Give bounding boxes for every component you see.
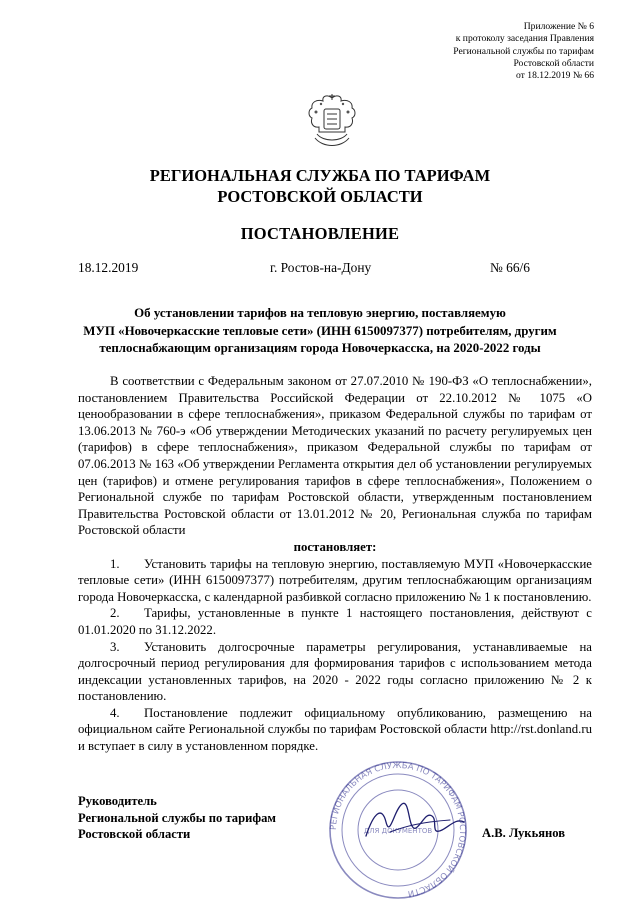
- item-number: 3.: [110, 639, 120, 654]
- signer-name: А.В. Лукьянов: [482, 826, 566, 840]
- signer-position: Ростовской области: [78, 827, 191, 842]
- signer-position: Руководитель: [78, 794, 157, 808]
- item-text: Тарифы, установленные в пункте 1 настоящего постановления, действуют с 01.01.2020 по 31.12.2022.: [78, 606, 592, 637]
- appendix-line: Приложение № 6: [523, 21, 594, 32]
- item-number: 2.: [110, 606, 120, 621]
- seal-outer-text: РЕГИОНАЛЬНАЯ СЛУЖБА ПО ТАРИФАМ РОСТОВСКОЙ ОБЛАСТИ: [328, 760, 468, 899]
- appendix-line: Региональной службы по тарифам: [453, 45, 594, 57]
- signature-block: [78, 793, 276, 843]
- document-body: [78, 373, 592, 755]
- decree-item: [78, 556, 592, 606]
- item-text: Установить долгосрочные параметры регулирования, устанавливаемые на долгосрочный период регулирования для формирования тарифов с использованием метода индексации установленных тарифов, на 2020 - 2022 годы согласно приложению № 2 к постановлению.: [78, 639, 592, 704]
- item-number: 4.: [110, 705, 120, 720]
- appendix-line: к протоколу заседания Правления: [455, 33, 594, 45]
- agency-region: РОСТОВСКОЙ ОБЛАСТИ: [217, 187, 423, 206]
- item-text: Установить тарифы на тепловую энергию, поставляемую МУП «Новочеркасские тепловые сети» (ИНН 6150097377) потребителям, другим теплоснабжающим организациям города Новочеркасска, с календарной разбивкой согласно приложению № 1 к постановлению.: [78, 556, 592, 604]
- document-date: 18.12.2019: [78, 260, 139, 275]
- document-type: ПОСТАНОВЛЕНИЕ: [240, 224, 400, 243]
- agency-name: РЕГИОНАЛЬНАЯ СЛУЖБА ПО ТАРИФАМ: [149, 166, 491, 185]
- appendix-line: от 18.12.2019 № 66: [516, 70, 594, 82]
- decree-item: [78, 605, 592, 638]
- appendix-line: Ростовской области: [513, 57, 594, 69]
- handwritten-signature: [360, 792, 470, 852]
- title-line: МУП «Новочеркасские тепловые сети» (ИНН 6150097377) потребителям, другим: [83, 323, 557, 338]
- document-title: [70, 305, 570, 358]
- item-number: 1.: [110, 556, 120, 571]
- appendix-note: [294, 21, 594, 82]
- title-line: Об установлении тарифов на тепловую энергию, поставляемую: [134, 306, 506, 320]
- decree-item: [78, 639, 592, 705]
- coat-of-arms-emblem: [305, 92, 359, 150]
- seal-inner-text: ДЛЯ ДОКУМЕНТОВ: [363, 827, 433, 835]
- item-text: Постановление подлежит официальному опубликованию, размещению на официальном сайте Региональной службы по тарифам Ростовской области http://rst.donland.ru и вступает в силу в установленном порядке.: [78, 705, 592, 754]
- title-line: теплоснабжающим организациям города Новочеркасска, на 2020-2022 годы: [99, 341, 541, 356]
- document-number: № 66/6: [490, 260, 530, 275]
- decree-item: [78, 705, 592, 755]
- document-city: г. Ростов-на-Дону: [270, 260, 372, 275]
- decree-word: постановляет:: [293, 539, 377, 554]
- preamble-paragraph: В соответствии с Федеральным законом от 27.07.2010 № 190-ФЗ «О теплоснабжении», постановлением Правительства Российской Федерации от 22.10.2012 № 1075 «О ценообразовании в сфере теплоснабжения», приказом Федеральной службы по тарифам от 13.06.2013 № 760-э «Об утверждении Методических указаний по расчету регулируемых цен (тарифов) в сфере теплоснабжения», приказом Федеральной службы по тарифам от 07.06.2013 № 163 «Об утверждении Регламента открытия дел об установлении регулируемых цен (тарифов) и отмене регулирования тарифов в сфере теплоснабжения», Положением о Региональной службе по тарифам Ростовской области, утвержденным постановлением Правительства Ростовской области от 13.01.2012 № 20, Региональная служба по тарифам Ростовской области: [78, 374, 592, 538]
- signer-position: Региональной службы по тарифам: [78, 810, 276, 825]
